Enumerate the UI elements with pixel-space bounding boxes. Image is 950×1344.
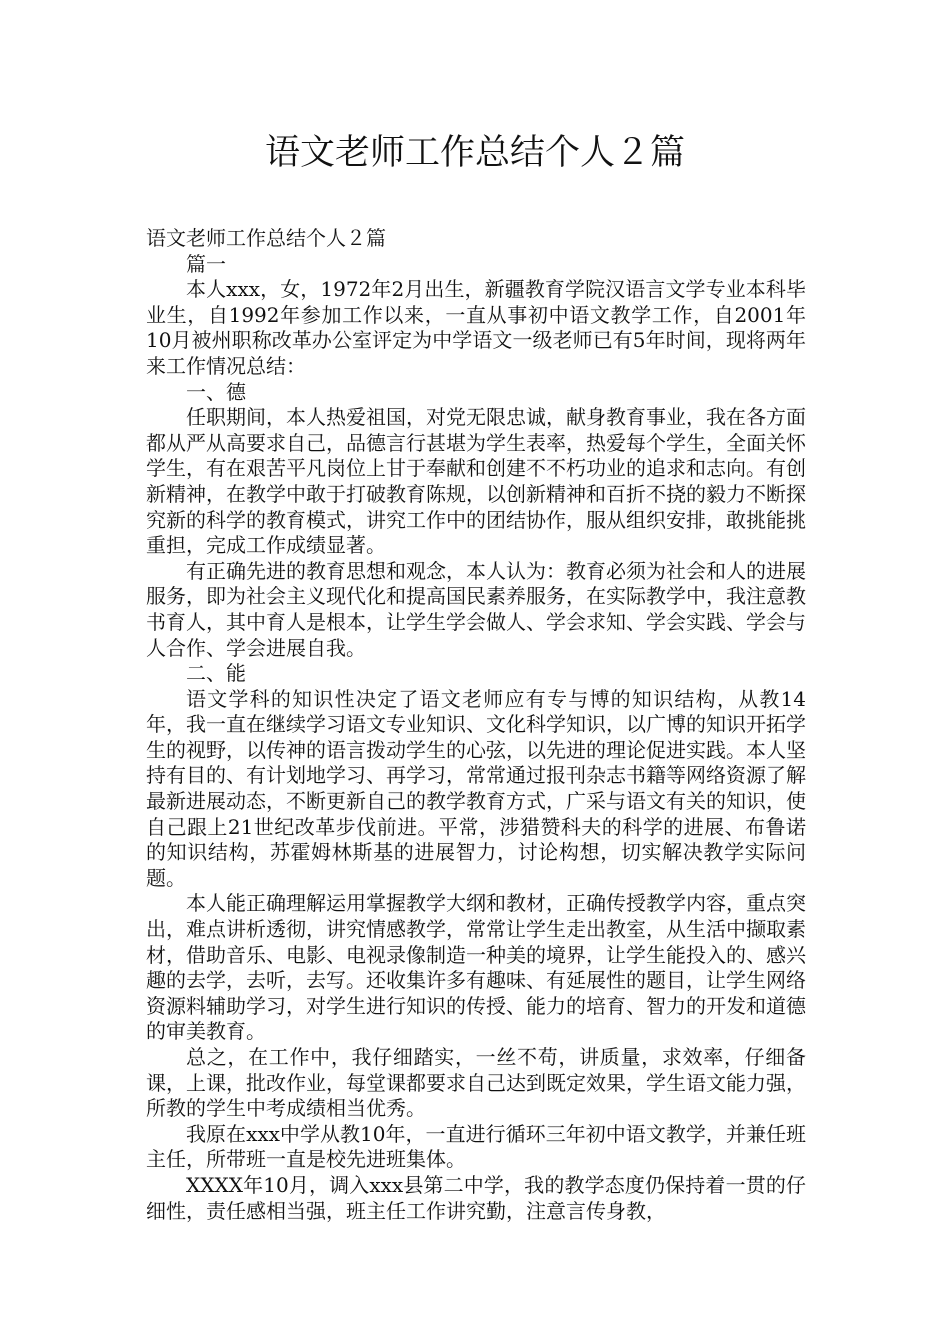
paragraph: 语文学科的知识性决定了语文老师应有专与博的知识结构，从教14年，我一直在继续学习语文专业知识、文化科学知识，以广博的知识开拓学生的视野，以传神的语言拨动学生的心弦，以先进的理论促进实践。本人坚持有目的、有计划地学习、再学习，常常通过报刊杂志书籍等网络资源了解最新进展动态，不断更新自己的教学教育方式，广采与语文有关的知识，使自己跟上21世纪改革步伐前进。平常，涉猎赞科夫的科学的进展、布鲁诺的知识结构，苏霍姆林斯基的进展智力，讨论构想，切实解决教学实际问题。 — [146, 686, 806, 890]
paragraph: 总之，在工作中，我仔细踏实，一丝不苟，讲质量，求效率，仔细备课，上课，批改作业，每堂课都要求自己达到既定效果，学生语文能力强，所教的学生中考成绩相当优秀。 — [146, 1045, 806, 1121]
paragraph-section-label: 篇一 — [186, 251, 226, 276]
paragraph: 本人xxx，女，1972年2月出生，新疆教育学院汉语言文学专业本科毕业生，自1992年参加工作以来，一直从事初中语文教学工作，自2001年10月被州职称改革办公室评定为中学语文一级老师已有5年时间，现将两年来工作情况总结： — [146, 277, 806, 378]
paragraph: XXXX年10月，调入xxx县第二中学，我的教学态度仍保持着一贯的仔细性，责任感相当强，班主任工作讲究勤，注意言传身教， — [146, 1172, 806, 1223]
paragraph: 有正确先进的教育思想和观念，本人认为：教育必须为社会和人的进展服务，即为社会主义现代化和提高国民素养服务，在实际教学中，我注意教书育人，其中育人是根本，让学生学会做人、学会求知、学会实践、学会与人合作、学会进展自我。 — [146, 558, 806, 660]
paragraph-heading: 一、德 — [186, 379, 246, 404]
document-body — [146, 226, 806, 1224]
paragraph: 本人能正确理解运用掌握教学大纲和教材，正确传授教学内容，重点突出，难点讲析透彻，讲究情感教学，常常让学生走出教室，从生活中撷取素材，借助音乐、电影、电视录像制造一种美的境界，让学生能投入的、感兴趣的去学，去听，去写。还收集许多有趣味、有延展性的题目，让学生网络资源料辅助学习，对学生进行知识的传授、能力的培育、智力的开发和道德的审美教育。 — [146, 891, 806, 1044]
paragraph: 我原在xxx中学从教10年，一直进行循环三年初中语文教学，并兼任班主任，所带班一直是校先进班集体。 — [146, 1121, 806, 1172]
paragraph-heading: 二、能 — [186, 661, 246, 686]
paragraph-subtitle: 语文老师工作总结个人２篇 — [146, 226, 386, 250]
paragraph: 任职期间，本人热爱祖国，对党无限忠诚，献身教育事业，我在各方面都从严从高要求自己，品德言行甚堪为学生表率，热爱每个学生，全面关怀学生，有在艰苦平凡岗位上甘于奉献和创建不不朽功业的追求和志向。有创新精神，在教学中敢于打破教育陈规，以创新精神和百折不挠的毅力不断探究新的科学的教育模式，讲究工作中的团结协作，服从组织安排，敢挑能挑重担，完成工作成绩显著。 — [146, 405, 806, 558]
document-title: 语文老师工作总结个人２篇 — [264, 133, 685, 173]
